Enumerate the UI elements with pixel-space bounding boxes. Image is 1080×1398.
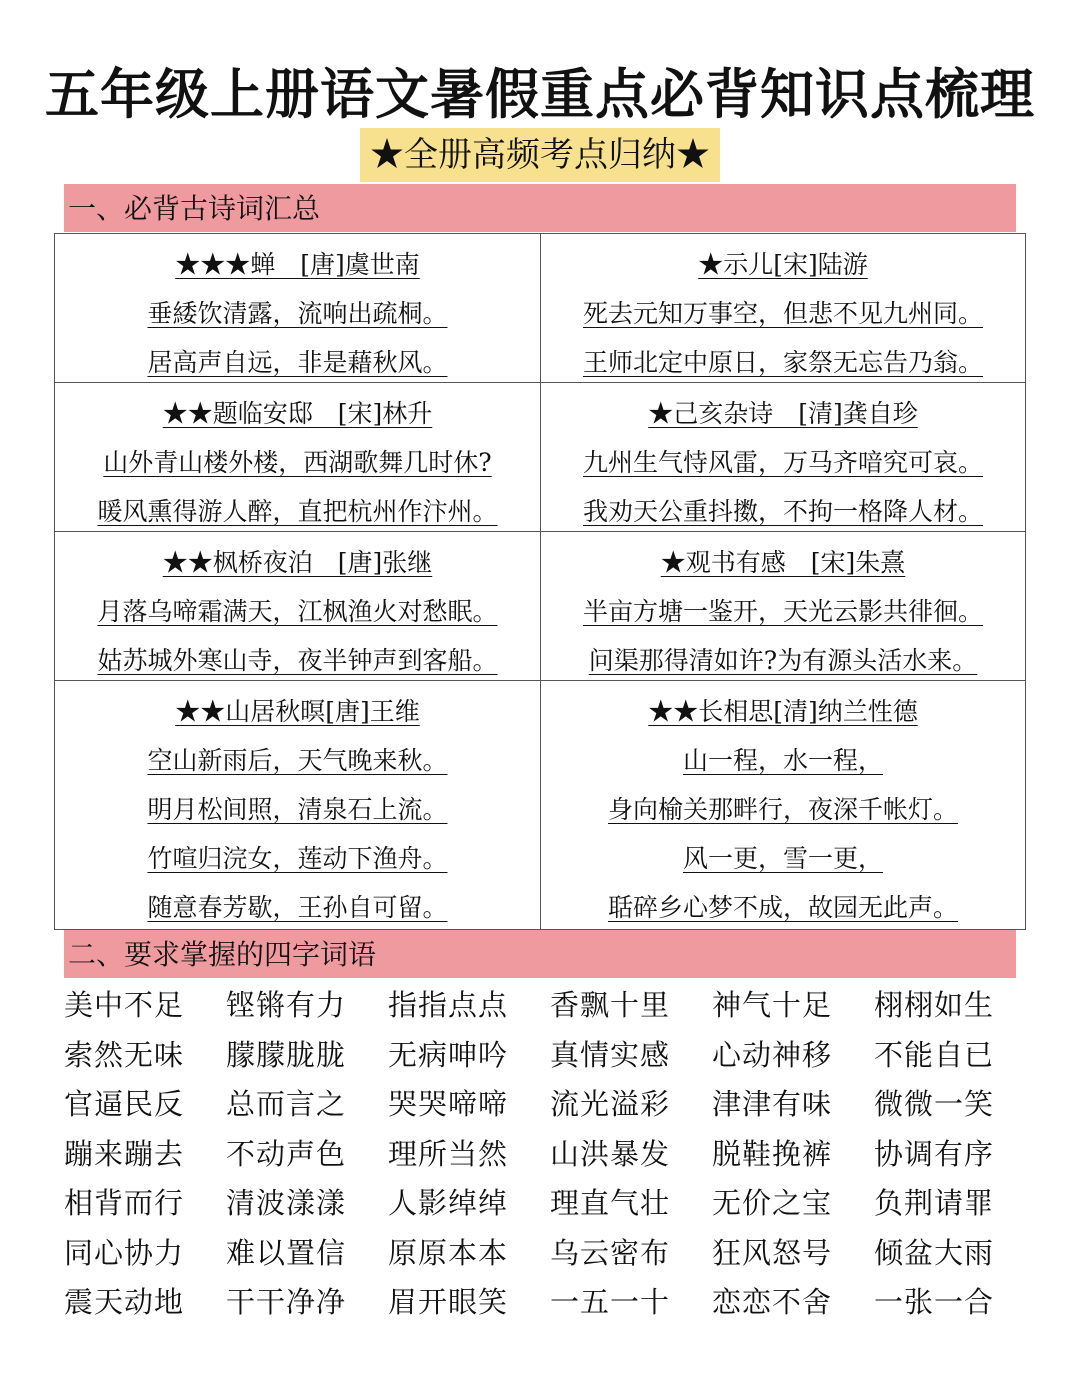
word-item: 哭哭啼啼 — [388, 1087, 509, 1121]
poem-line-text: 月落乌啼霜满天，江枫渔火对愁眠。 — [97, 597, 498, 626]
poem-line-text: 明月松间照，清泉石上流。 — [147, 795, 448, 824]
poem-title-text: ★示儿[宋]陆游 — [698, 250, 868, 279]
poem-line-text: 山外青山楼外楼，西湖歌舞几时休? — [103, 448, 492, 477]
word-row — [64, 1033, 1024, 1083]
poem-line-text: 死去元知万事空，但悲不见九州同。 — [582, 299, 983, 328]
poem-cell — [55, 532, 540, 680]
poem-cell — [55, 234, 540, 382]
word-row — [64, 1082, 1024, 1132]
word-item: 无价之宝 — [712, 1186, 833, 1220]
section-header-poems: 一、必背古诗词汇总 — [64, 184, 1016, 232]
word-item: 相背而行 — [64, 1186, 185, 1220]
poem-title — [541, 397, 1025, 431]
poem-title-text: ★★山居秋暝[唐]王维 — [175, 697, 420, 726]
word-item: 脱鞋挽裤 — [712, 1136, 833, 1171]
word-item: 索然无味 — [64, 1037, 185, 1072]
poem-line-text: 姑苏城外寒山寺，夜半钟声到客船。 — [97, 646, 498, 675]
poem-line-text: 垂緌饮清露，流响出疏桐。 — [147, 299, 448, 328]
poem-table — [54, 233, 1026, 930]
poem-line-text: 问渠那得清如许?为有源头活水来。 — [588, 646, 978, 675]
poem-line-text: 风一更，雪一更， — [682, 844, 883, 873]
word-row — [64, 1132, 1024, 1182]
poem-line — [55, 495, 540, 529]
word-item: 流光溢彩 — [550, 1087, 671, 1121]
poem-line-text: 我劝天公重抖擞，不拘一格降人材。 — [582, 497, 983, 526]
poem-line — [541, 495, 1025, 529]
poem-cell — [541, 532, 1025, 680]
poem-title-text: ★己亥杂诗 [清]龚自珍 — [648, 399, 918, 428]
poem-line — [55, 595, 540, 629]
word-item: 乌云密布 — [550, 1235, 671, 1270]
poem-line — [541, 595, 1025, 629]
poem-title — [541, 695, 1025, 729]
poem-line — [541, 744, 1025, 778]
poem-line-text: 随意春芳歇，王孙自可留。 — [147, 893, 448, 922]
poem-line — [55, 446, 540, 480]
poem-line — [541, 793, 1025, 827]
word-item: 香飘十里 — [550, 988, 671, 1022]
word-item: 震天动地 — [64, 1285, 185, 1319]
word-item: 负荆请罪 — [874, 1186, 995, 1220]
word-item: 协调有序 — [874, 1136, 995, 1171]
poem-line-text: 半亩方塘一鉴开，天光云影共徘徊。 — [582, 597, 983, 626]
word-item: 一五一十 — [550, 1285, 671, 1319]
poem-line — [55, 644, 540, 678]
word-item: 铿锵有力 — [226, 988, 347, 1022]
word-row — [64, 1181, 1024, 1231]
word-item: 不能自已 — [874, 1037, 995, 1072]
poem-title — [55, 695, 540, 729]
page-title: 五年级上册语文暑假重点必背知识点梳理 — [45, 62, 1035, 126]
word-item: 官逼民反 — [64, 1087, 185, 1121]
word-item: 栩栩如生 — [874, 988, 995, 1022]
poem-line-text: 王师北定中原日，家祭无忘告乃翁。 — [582, 348, 983, 377]
word-item: 理直气壮 — [550, 1186, 671, 1220]
subtitle-wrap — [0, 128, 1080, 182]
word-item: 神气十足 — [712, 988, 833, 1022]
word-item: 狂风怒号 — [712, 1235, 833, 1270]
poem-title-text: ★★★蝉 [唐]虞世南 — [175, 250, 420, 279]
word-item: 无病呻吟 — [388, 1037, 509, 1072]
poem-line-text: 聒碎乡心梦不成，故园无此声。 — [607, 893, 958, 922]
poem-line-text: 身向榆关那畔行，夜深千帐灯。 — [607, 795, 958, 824]
poem-line-text: 暖风熏得游人醉，直把杭州作汴州。 — [97, 497, 498, 526]
word-item: 难以置信 — [226, 1235, 347, 1270]
word-item: 干干净净 — [226, 1285, 347, 1319]
word-item: 清波漾漾 — [226, 1186, 347, 1220]
poem-line-text: 居高声自远，非是藉秋风。 — [147, 348, 448, 377]
poem-line-text: 竹喧归浣女，莲动下渔舟。 — [147, 844, 448, 873]
word-grid — [64, 983, 1024, 1330]
word-row — [64, 1231, 1024, 1281]
poem-cell — [541, 383, 1025, 531]
word-item: 心动神移 — [712, 1037, 833, 1072]
word-item: 同心协力 — [64, 1235, 185, 1270]
word-item: 微微一笑 — [874, 1087, 995, 1121]
poem-line — [55, 744, 540, 778]
word-row — [64, 983, 1024, 1033]
word-item: 眉开眼笑 — [388, 1285, 509, 1319]
word-item: 倾盆大雨 — [874, 1235, 995, 1270]
word-item: 山洪暴发 — [550, 1136, 671, 1171]
poem-line — [541, 446, 1025, 480]
poem-cell — [541, 234, 1025, 382]
word-item: 不动声色 — [226, 1136, 347, 1171]
subtitle-banner: ★全册高频考点归纳★ — [360, 128, 720, 182]
poem-line — [541, 644, 1025, 678]
word-item: 美中不足 — [64, 988, 185, 1022]
poem-title-text: ★观书有感 [宋]朱熹 — [660, 548, 906, 577]
word-item: 恋恋不舍 — [712, 1285, 833, 1319]
poem-cell — [541, 681, 1025, 929]
section-header-words: 二、要求掌握的四字词语 — [64, 930, 1016, 978]
poem-line-text: 九州生气恃风雷，万马齐喑究可哀。 — [582, 448, 983, 477]
poem-cell — [55, 383, 540, 531]
word-row — [64, 1280, 1024, 1330]
poem-line-text: 山一程，水一程， — [682, 746, 883, 775]
poem-title-text: ★★长相思[清]纳兰性德 — [648, 697, 918, 726]
poem-line — [55, 297, 540, 331]
poem-line — [541, 346, 1025, 380]
word-item: 原原本本 — [388, 1235, 509, 1270]
poem-cell — [55, 681, 540, 929]
poem-line-text: 空山新雨后，天气晚来秋。 — [147, 746, 448, 775]
word-item: 蹦来蹦去 — [64, 1136, 185, 1171]
poem-line — [55, 891, 540, 925]
poem-line — [55, 346, 540, 380]
word-item: 一张一合 — [874, 1285, 995, 1319]
poem-line — [55, 793, 540, 827]
poem-line — [541, 891, 1025, 925]
poem-title — [541, 248, 1025, 282]
poem-title — [55, 397, 540, 431]
word-item: 津津有味 — [712, 1087, 833, 1121]
word-item: 指指点点 — [388, 988, 509, 1022]
word-item: 朦朦胧胧 — [226, 1037, 347, 1072]
poem-line — [541, 297, 1025, 331]
poem-title — [541, 546, 1025, 580]
poem-title — [55, 248, 540, 282]
poem-title-text: ★★枫桥夜泊 [唐]张继 — [162, 548, 433, 577]
poem-line — [55, 842, 540, 876]
word-item: 总而言之 — [226, 1087, 347, 1121]
poem-line — [541, 842, 1025, 876]
poem-title — [55, 546, 540, 580]
word-item: 理所当然 — [388, 1136, 509, 1171]
poem-title-text: ★★题临安邸 [宋]林升 — [162, 399, 433, 428]
word-item: 真情实感 — [550, 1037, 671, 1072]
word-item: 人影绰绰 — [388, 1186, 509, 1220]
